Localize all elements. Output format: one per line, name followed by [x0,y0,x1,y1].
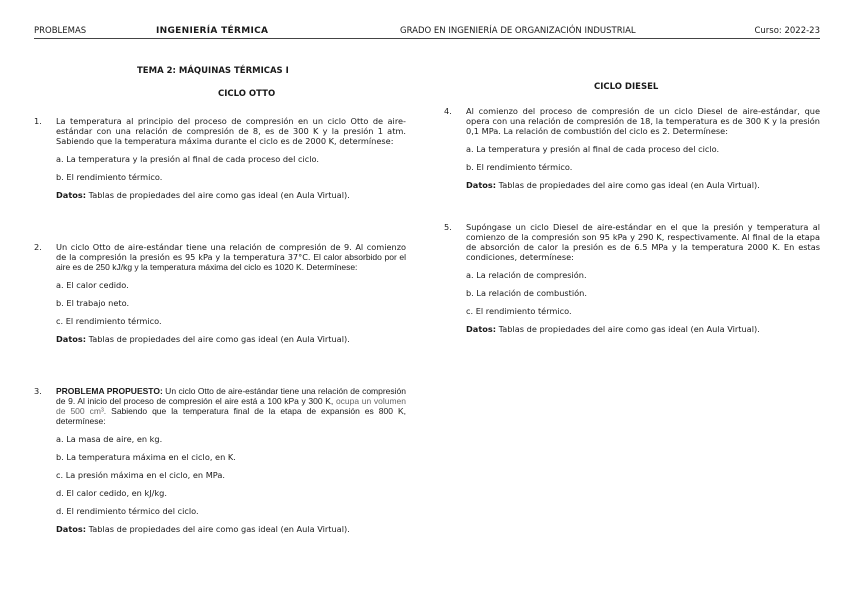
datos-text: Tablas de propiedades del aire como gas ideal (en Aula Virtual). [496,180,760,190]
problem-1 [34,116,406,200]
datos-line [466,324,820,334]
problem-number: 3. [34,386,42,396]
problem-statement: Supóngase un ciclo Diesel de aire-estándar en el que la presión y temperatura al comienzo de la compresión son 95 kPa y 290 K, respectivamente. Al final de la etapa de absorción de calor la presión es de 6.5 MPa y la temperatura 2000 K. En estas condiciones, determínese: [466,222,820,262]
question-e: d. El rendimiento térmico del ciclo. [56,506,199,516]
datos-line [466,180,820,190]
proposed-label: PROBLEMA PROPUESTO: [56,386,163,396]
datos-text: Tablas de propiedades del aire como gas ideal (en Aula Virtual). [496,324,760,334]
datos-label: Datos: [56,524,87,534]
problem-statement [56,386,406,426]
question-a: a. La masa de aire, en kg. [56,434,163,444]
question-b: b. El rendimiento térmico. [56,172,163,182]
statement-part-1: Un ciclo Otto de aire-estándar tiene una relación de compresión de 9. Al comienzo de la compresión la presión es 95 kPa y la temperatura 37°C. [56,242,406,262]
datos-line [56,190,406,200]
question-c: c. La presión máxima en el ciclo, en MPa. [56,470,225,480]
datos-line [56,334,406,344]
problem-statement: Al comienzo del proceso de compresión de un ciclo Diesel de aire-estándar, que opera con una relación de compresión de 18, la temperatura es de 300 K y la presión 0,1 MPa. La relación de combustión del ciclo es 2. Determínese: [466,106,820,136]
datos-line [56,524,406,534]
question-b: b. El trabajo neto. [56,298,130,308]
section-title-otto: CICLO OTTO [218,89,276,99]
question-a: a. La relación de compresión. [466,270,587,280]
problem-2 [34,242,406,344]
question-c: c. El rendimiento térmico. [56,316,162,326]
question-b: b. La temperatura máxima en el ciclo, en K. [56,452,236,462]
problem-number: 4. [444,106,452,116]
problem-4 [444,106,820,190]
question-a: a. La temperatura y la presión al final de cada proceso del ciclo. [56,154,319,164]
question-d: d. El calor cedido, en kJ/kg. [56,488,167,498]
header-course: Curso: 2022-23 [754,26,820,36]
section-title-diesel: CICLO DIESEL [594,82,659,92]
datos-label: Datos: [56,190,87,200]
question-b: b. El rendimiento térmico. [466,162,573,172]
statement-part-2: Sabiendo que la temperatura final de la etapa de expansión es 800 K, determínese: [56,406,406,426]
statement-part-2: El calor absorbido por el aire es de 250 kJ/kg y la temperatura máxima del ciclo es 1020 K. Determínese: [56,252,406,272]
problem-number: 1. [34,116,42,126]
problem-number: 2. [34,242,42,252]
problem-number: 5. [444,222,452,232]
question-a: a. La temperatura y presión al final de cada proceso del ciclo. [466,144,720,154]
problem-statement [56,242,406,272]
question-c: c. El rendimiento térmico. [466,306,572,316]
datos-text: Tablas de propiedades del aire como gas ideal (en Aula Virtual). [86,524,350,534]
statement-volume: ocupa un volumen de 500 cm³. [56,396,407,416]
question-a: a. El calor cedido. [56,280,129,290]
datos-text: Tablas de propiedades del aire como gas ideal (en Aula Virtual). [86,190,350,200]
datos-text: Tablas de propiedades del aire como gas ideal (en Aula Virtual). [86,334,350,344]
question-b: b. La relación de combustión. [466,288,587,298]
datos-label: Datos: [466,324,497,334]
problem-5 [444,222,820,334]
header-subject: PROBLEMAS [34,26,87,36]
page-header [34,26,820,39]
statement-part-1: Un ciclo Otto de aire-estándar tiene una relación de compresión de 9. Al inicio del proceso de compresión el aire está a 100 kPa y 300 K, [56,386,407,406]
problem-statement: La temperatura al principio del proceso de compresión en un ciclo Otto de aire-estándar con una relación de compresión de 8, es de 300 K y la presión 1 atm. Sabiendo que la temperatura máxima durante el ciclo es de 2000 K, determínese: [56,116,406,146]
datos-label: Datos: [56,334,87,344]
header-title: INGENIERÍA TÉRMICA [156,26,269,36]
header-degree: GRADO EN INGENIERÍA DE ORGANIZACIÓN INDUSTRIAL [400,26,636,36]
problem-3 [34,386,406,534]
datos-label: Datos: [466,180,497,190]
tema-title: TEMA 2: MÁQUINAS TÉRMICAS I [137,66,289,76]
